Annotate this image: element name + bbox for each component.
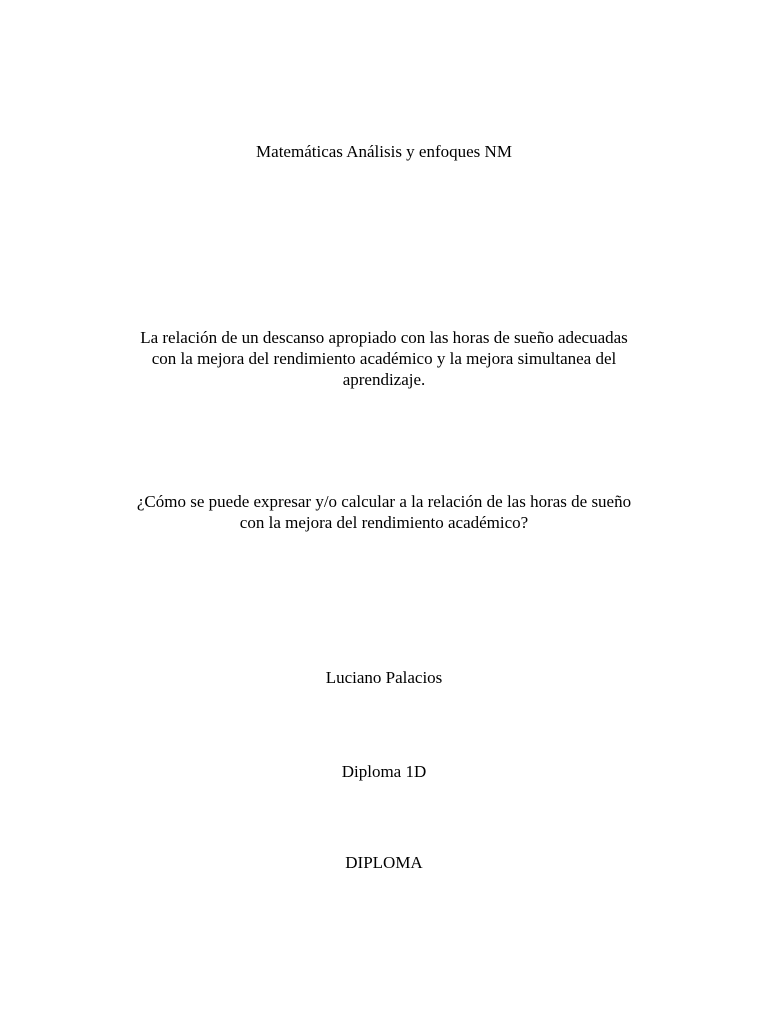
author-name <box>0 667 768 688</box>
question-line: ¿Cómo se puede expresar y/o calcular a la relación de las horas de sueño <box>136 492 632 511</box>
document-title <box>0 327 768 390</box>
question-line: con la mejora del rendimiento académico? <box>239 513 529 532</box>
title-line: con la mejora del rendimiento académico y la mejora simultanea del <box>151 349 617 368</box>
program-text: DIPLOMA <box>345 853 423 872</box>
subject-heading <box>0 141 768 162</box>
class-text: Diploma 1D <box>341 762 427 781</box>
research-question <box>0 491 768 533</box>
author-text: Luciano Palacios <box>325 668 443 687</box>
program-name <box>0 852 768 873</box>
title-line: La relación de un descanso apropiado con las horas de sueño adecuadas <box>140 328 628 347</box>
subject-text: Matemáticas Análisis y enfoques NM <box>256 142 512 161</box>
class-name <box>0 761 768 782</box>
title-line: aprendizaje. <box>342 370 426 389</box>
